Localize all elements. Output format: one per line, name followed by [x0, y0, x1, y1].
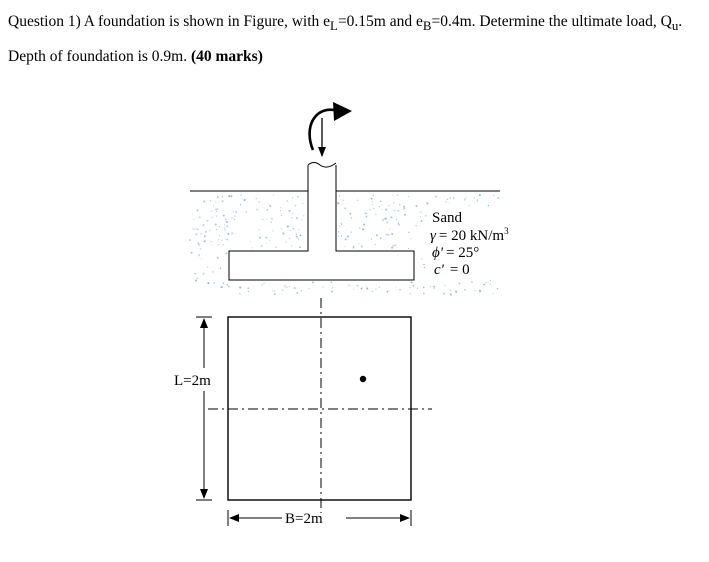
marks-label: (40 marks) [190, 48, 263, 66]
soil-name: Sand [432, 210, 462, 226]
foundation-section [229, 165, 414, 280]
moment-arrowhead [333, 102, 352, 121]
question-text: Question 1) A foundation is shown in Figure, with $e_L=0.15m$ and $e_B=0.4m$. Determine the ultimate load, $Q_u$. Depth of foundation is 0.9m. (40 marks) [8, 13, 683, 66]
unit-weight: γ = 20 $kN/m^3$ [430, 226, 509, 244]
load-point [360, 376, 366, 382]
width-label: B=2m [285, 511, 323, 527]
length-label: L=2m [174, 373, 211, 389]
cohesion: c' = 0 [434, 262, 470, 278]
friction-angle: ϕ' = 25° [432, 245, 480, 261]
